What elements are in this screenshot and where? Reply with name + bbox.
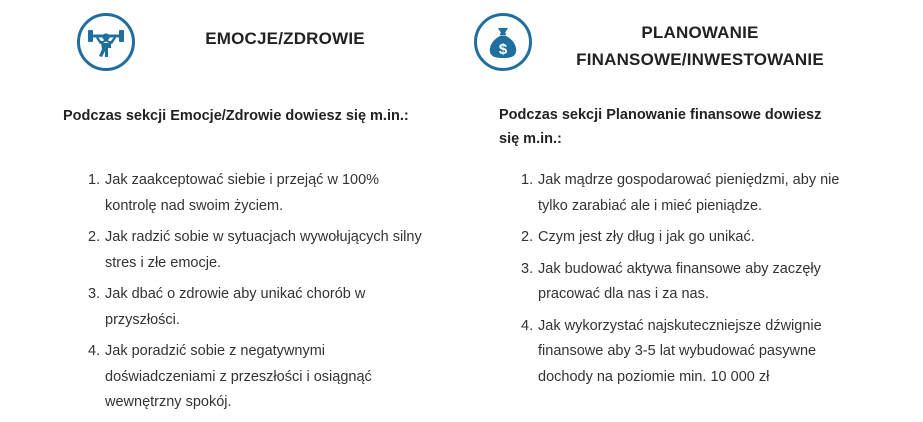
list-item-text: Jak mądrze gospodarować pieniędzmi, aby nie tylko zarabiać ale i mieć pieniądze. — [538, 172, 840, 214]
list-item-text: Czym jest zły dług i jak go unikać. — [538, 229, 755, 245]
list-item — [88, 339, 428, 416]
section-heading: PLANOWANIE FINANSOWE/INWESTOWANIE — [576, 23, 824, 69]
benefit-list — [88, 168, 428, 422]
list-item-text: Jak poradzić sobie z negatywnymi doświadczeniami z przeszłości i osiągnąć wewnętrzny spokój. — [105, 343, 372, 410]
list-number: 4. — [88, 343, 101, 359]
list-item-text: Jak wykorzystać najskuteczniejsze dźwignie finansowe aby 3-5 lat wybudować pasywne dochody na poziomie min. 10 000 zł — [538, 317, 822, 385]
money-bag-icon — [474, 13, 532, 71]
list-item — [88, 282, 428, 333]
list-number: 1. — [521, 172, 534, 188]
list-item-text: Jak budować aktywa finansowe aby zaczęły pracować dla nas i za nas. — [538, 260, 821, 302]
list-item — [521, 257, 841, 308]
list-number: 2. — [88, 229, 101, 245]
section-heading: EMOCJE/ZDROWIE — [205, 29, 365, 48]
section-intro: Podczas sekcji Planowanie finansowe dowiesz się m.in.: — [499, 107, 822, 147]
list-item — [88, 168, 428, 219]
list-number: 3. — [88, 286, 101, 302]
list-item — [521, 168, 841, 219]
list-item-text: Jak radzić sobie w sytuacjach wywołujących silny stres i złe emocje. — [105, 229, 422, 271]
svg-text:$: $ — [498, 41, 508, 58]
list-number: 1. — [88, 172, 101, 188]
list-item — [521, 225, 841, 251]
list-number: 3. — [521, 260, 534, 277]
list-item — [521, 314, 841, 391]
list-number: 4. — [521, 317, 534, 334]
list-number: 2. — [521, 229, 534, 245]
section-intro: Podczas sekcji Emocje/Zdrowie dowiesz się m.in.: — [63, 108, 409, 124]
list-item-text: Jak zaakceptować siebie i przejąć w 100% kontrolę nad swoim życiem. — [105, 172, 380, 214]
list-item-text: Jak dbać o zdrowie aby unikać chorób w przyszłości. — [105, 286, 366, 328]
benefit-list — [521, 168, 841, 396]
weightlifter-icon — [77, 13, 135, 71]
list-item — [88, 225, 428, 276]
